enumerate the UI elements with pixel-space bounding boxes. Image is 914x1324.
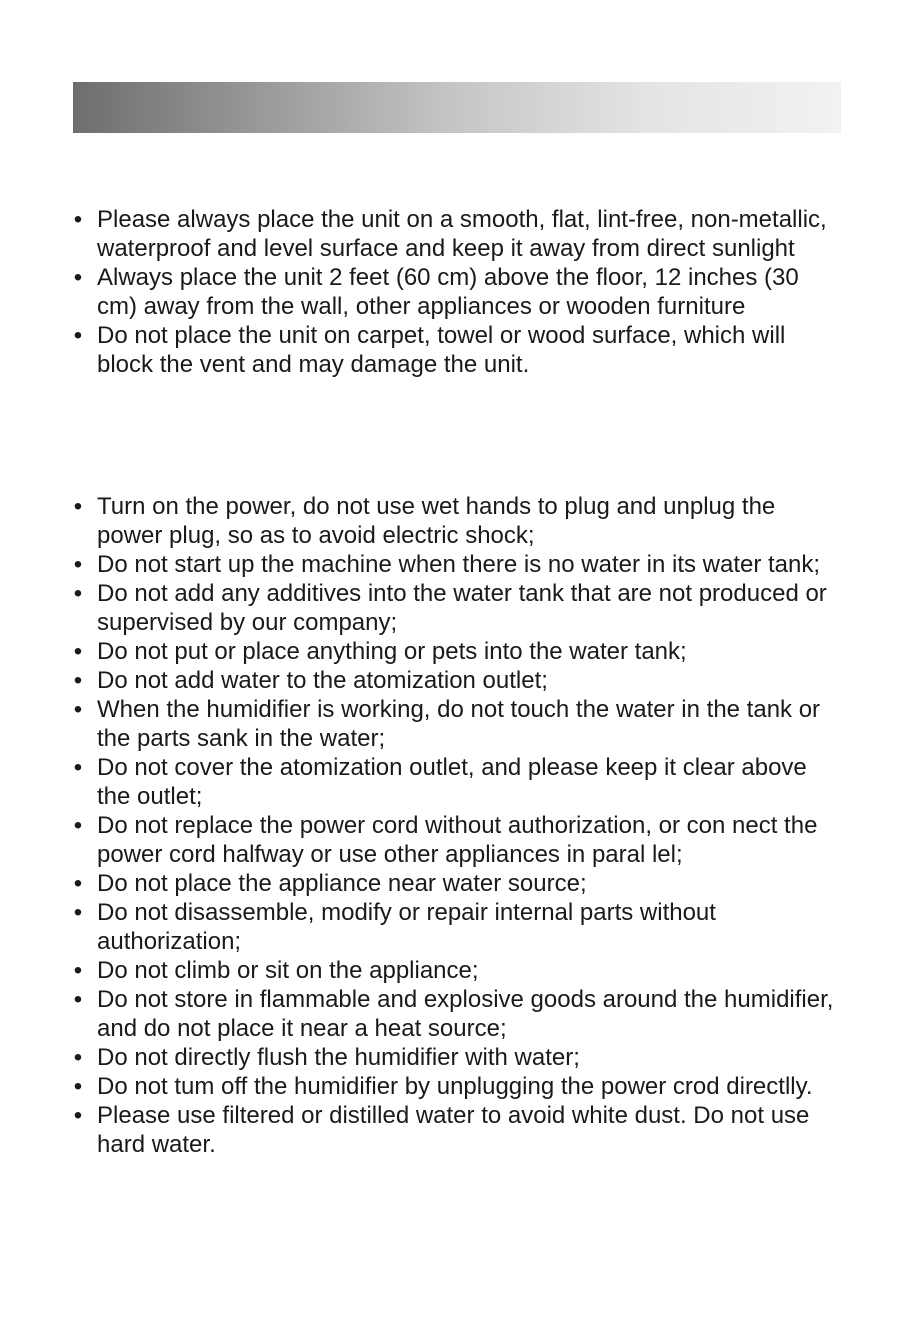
list-item — [73, 1101, 842, 1159]
list-item-text: Do not cover the atomization outlet, and please keep it clear above the outlet; — [97, 754, 807, 810]
section-header-bar — [73, 82, 841, 133]
bullet-icon: • — [73, 899, 83, 926]
bullet-icon: • — [73, 206, 83, 233]
list-item-text: Please always place the unit on a smooth, flat, lint-free, non-metallic, waterproof and level surface and keep it away from direct sunlight — [97, 206, 827, 262]
bullet-icon: • — [73, 493, 83, 520]
list-item — [73, 666, 842, 695]
list-item-text: Do not store in flammable and explosive goods around the humidifier, and do not place it near a heat source; — [97, 986, 834, 1042]
bullet-icon: • — [73, 264, 83, 291]
placement-instructions-list — [73, 205, 842, 379]
bullet-icon: • — [73, 322, 83, 349]
list-item — [73, 321, 842, 379]
list-item-text: Please use filtered or distilled water to avoid white dust. Do not use hard water. — [97, 1102, 810, 1158]
usage-warnings-list — [73, 492, 842, 1159]
bullet-icon: • — [73, 580, 83, 607]
list-item — [73, 637, 842, 666]
bullet-icon: • — [73, 667, 83, 694]
list-item — [73, 695, 842, 753]
list-item — [73, 205, 842, 263]
list-item-text: Do not climb or sit on the appliance; — [97, 957, 479, 984]
bullet-icon: • — [73, 957, 83, 984]
list-item — [73, 985, 842, 1043]
list-item-text: Do not add any additives into the water tank that are not produced or supervised by our company; — [97, 580, 827, 636]
list-item-text: Do not add water to the atomization outlet; — [97, 667, 548, 694]
bullet-icon: • — [73, 812, 83, 839]
list-item — [73, 1043, 842, 1072]
list-item-text: Do not place the unit on carpet, towel or wood surface, which will block the vent and may damage the unit. — [97, 322, 786, 378]
list-item-text: Do not place the appliance near water source; — [97, 870, 587, 897]
list-item — [73, 1072, 842, 1101]
bullet-icon: • — [73, 696, 83, 723]
list-item — [73, 811, 842, 869]
list-item — [73, 579, 842, 637]
list-item — [73, 898, 842, 956]
list-item-text: Do not disassemble, modify or repair internal parts without authorization; — [97, 899, 716, 955]
list-item-text: Do not tum off the humidifier by unplugging the power crod directlly. — [97, 1073, 813, 1100]
list-item — [73, 956, 842, 985]
bullet-icon: • — [73, 1102, 83, 1129]
list-item — [73, 550, 842, 579]
list-item-text: When the humidifier is working, do not touch the water in the tank or the parts sank in the water; — [97, 696, 821, 752]
list-item — [73, 869, 842, 898]
list-item-text: Do not start up the machine when there is no water in its water tank; — [97, 551, 821, 578]
list-item-text: Turn on the power, do not use wet hands to plug and unplug the power plug, so as to avoid electric shock; — [97, 493, 776, 549]
bullet-icon: • — [73, 551, 83, 578]
list-item-text: Do not put or place anything or pets into the water tank; — [97, 638, 687, 665]
bullet-icon: • — [73, 986, 83, 1013]
bullet-icon: • — [73, 870, 83, 897]
list-item-text: Do not directly flush the humidifier with water; — [97, 1044, 580, 1071]
bullet-icon: • — [73, 638, 83, 665]
bullet-icon: • — [73, 1044, 83, 1071]
list-item — [73, 753, 842, 811]
list-item — [73, 263, 842, 321]
list-item-text: Always place the unit 2 feet (60 cm) above the floor, 12 inches (30 cm) away from the wall, other appliances or wooden furniture — [97, 264, 799, 320]
list-item-text: Do not replace the power cord without authorization, or con nect the power cord halfway or use other appliances in paral lel; — [97, 812, 818, 868]
bullet-icon: • — [73, 1073, 83, 1100]
bullet-icon: • — [73, 754, 83, 781]
list-item — [73, 492, 842, 550]
